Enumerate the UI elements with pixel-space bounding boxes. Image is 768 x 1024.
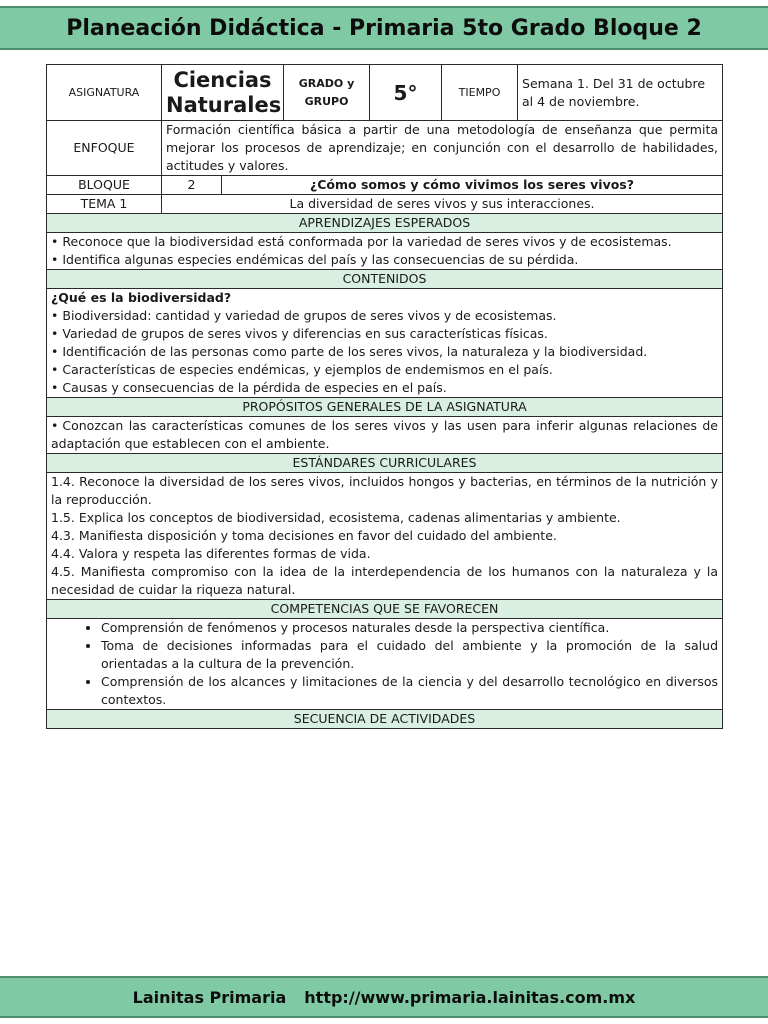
tema-label: TEMA 1 (47, 195, 162, 214)
list-item: • Identifica algunas especies endémicas del país y las consecuencias de su pérdida. (51, 251, 718, 269)
header-banner (0, 6, 768, 50)
competencias-heading: COMPETENCIAS QUE SE FAVORECEN (47, 600, 723, 619)
secuencia-heading: SECUENCIA DE ACTIVIDADES (47, 710, 723, 729)
aprendizajes-cell (47, 233, 723, 270)
bloque-number: 2 (162, 176, 222, 195)
footer-url: http://www.primaria.lainitas.com.mx (304, 987, 636, 1007)
footer-brand: Lainitas Primaria (132, 987, 287, 1007)
propositos-heading: PROPÓSITOS GENERALES DE LA ASIGNATURA (47, 398, 723, 417)
list-item: • Conozcan las características comunes de los seres vivos y las usen para inferir algunas relaciones de adaptación que establecen con el ambiente. (51, 417, 718, 453)
lesson-plan-table (46, 64, 723, 729)
list-item: 4.4. Valora y respeta las diferentes formas de vida. (51, 546, 371, 561)
list-item: 4.3. Manifiesta disposición y toma decisiones en favor del cuidado del ambiente. (51, 528, 557, 543)
list-item: • Comprensión de fenómenos y procesos naturales desde la perspectiva científica. (101, 619, 718, 637)
grado-value: 5° (370, 65, 442, 121)
grado-label: GRADO y GRUPO (284, 65, 370, 121)
asignatura-value: Ciencias Naturales (162, 65, 284, 121)
asignatura-label: ASIGNATURA (47, 65, 162, 121)
page-title: Planeación Didáctica - Primaria 5to Grado Bloque 2 (66, 15, 702, 41)
competencias-list (51, 619, 718, 709)
competencias-cell (47, 619, 723, 710)
aprendizajes-heading: APRENDIZAJES ESPERADOS (47, 214, 723, 233)
contenidos-heading: CONTENIDOS (47, 270, 723, 289)
list-item: • Causas y consecuencias de la pérdida de especies en el país. (51, 379, 718, 397)
tiempo-value: Semana 1. Del 31 de octubre al 4 de noviembre. (518, 65, 723, 121)
tiempo-label: TIEMPO (442, 65, 518, 121)
list-item: • Reconoce que la biodiversidad está conformada por la variedad de seres vivos y de ecosistemas. (51, 233, 718, 251)
list-item: • Biodiversidad: cantidad y variedad de grupos de seres vivos y de ecosistemas. (51, 307, 718, 325)
list-item: • Características de especies endémicas, y ejemplos de endemismos en el país. (51, 361, 718, 379)
contenidos-cell (47, 289, 723, 398)
list-item: • Variedad de grupos de seres vivos y diferencias en sus características físicas. (51, 325, 718, 343)
contenidos-question: ¿Qué es la biodiversidad? (51, 290, 232, 305)
enfoque-label: ENFOQUE (47, 121, 162, 176)
bloque-label: BLOQUE (47, 176, 162, 195)
list-item: 4.5. Manifiesta compromiso con la idea de la interdependencia de los humanos con la naturaleza y la necesidad de cuidar la riqueza natural. (51, 564, 719, 597)
aprendizajes-list (51, 233, 718, 269)
propositos-list (51, 417, 718, 453)
list-item: • Comprensión de los alcances y limitaciones de la ciencia y del desarrollo tecnológico en diversos contextos. (101, 673, 718, 709)
bloque-title: ¿Cómo somos y cómo vivimos los seres vivos? (222, 176, 723, 195)
estandares-cell (47, 473, 723, 600)
tema-value: La diversidad de seres vivos y sus interacciones. (162, 195, 723, 214)
estandares-heading: ESTÁNDARES CURRICULARES (47, 454, 723, 473)
list-item: • Toma de decisiones informadas para el cuidado del ambiente y la promoción de la salud orientadas a la cultura de la prevención. (101, 637, 718, 673)
footer-banner (0, 976, 768, 1018)
list-item: 1.5. Explica los conceptos de biodiversidad, ecosistema, cadenas alimentarias y ambiente. (51, 510, 621, 525)
enfoque-value: Formación científica básica a partir de una metodología de enseñanza que permita mejorar los procesos de aprendizaje; en conjunción con el desarrollo de habilidades, actitudes y valores. (162, 121, 723, 176)
contenidos-list (51, 307, 718, 397)
list-item: • Identificación de las personas como parte de los seres vivos, la naturaleza y la biodiversidad. (51, 343, 718, 361)
list-item: 1.4. Reconoce la diversidad de los seres vivos, incluidos hongos y bacterias, en términos de la nutrición y la reproducción. (51, 474, 719, 507)
propositos-cell (47, 417, 723, 454)
